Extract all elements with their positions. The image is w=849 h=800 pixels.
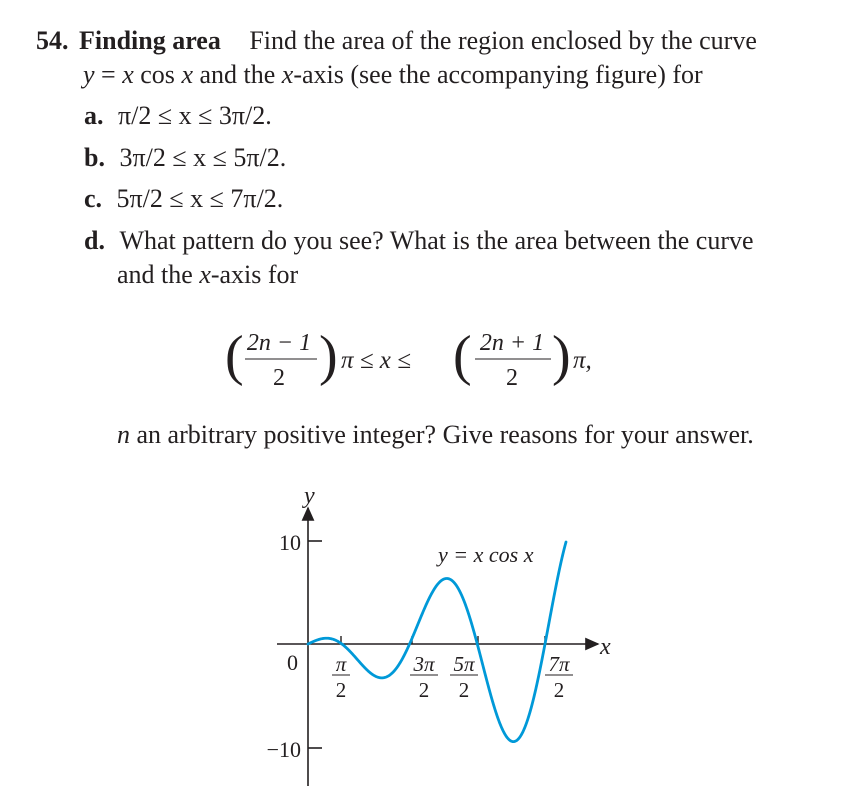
part-c-expr: 5π/2 ≤ x ≤ 7π/2. — [116, 184, 284, 213]
right-close-paren: ) — [552, 325, 571, 387]
part-a-label: a. — [84, 101, 104, 130]
x-tick-den: 2 — [458, 678, 470, 702]
var-x-4: x — [199, 260, 211, 289]
x-axis-label: x — [600, 634, 611, 660]
problem-number: 54. — [36, 26, 69, 55]
part-b-expr: 3π/2 ≤ x ≤ 5π/2. — [119, 143, 287, 172]
part-d-label: d. — [84, 226, 105, 255]
formula-tail: π, — [573, 347, 592, 374]
y-tick-label-top: 10 — [279, 530, 301, 555]
right-open-paren: ( — [453, 325, 472, 387]
and-the-text: and the — [192, 60, 282, 89]
interval-formula — [225, 322, 605, 394]
part-a — [84, 101, 272, 131]
origin-label: 0 — [287, 650, 298, 675]
x-tick-num: 3π — [413, 652, 435, 676]
left-denominator: 2 — [273, 365, 285, 391]
part-d-line3 — [117, 420, 754, 450]
formula-middle: π ≤ x ≤ — [341, 347, 411, 374]
y-axis-label: y — [304, 483, 315, 509]
arbitrary-text: an arbitrary positive integer? Give reasons for your answer. — [130, 420, 754, 449]
figure-plot — [0, 480, 849, 800]
curve-label: y = x cos x — [438, 542, 534, 567]
x-tick-label-7pi-2 — [545, 652, 573, 702]
left-close-paren: ) — [319, 325, 338, 387]
var-x: x — [122, 60, 134, 89]
x-tick-num: 5π — [453, 652, 475, 676]
left-numerator: 2n − 1 — [246, 330, 312, 356]
part-d — [84, 226, 754, 256]
right-denominator: 2 — [506, 365, 518, 391]
axis-text: -axis (see the accompanying figure) for — [293, 60, 703, 89]
equals: = — [94, 60, 123, 89]
right-numerator: 2n + 1 — [479, 330, 545, 356]
and-the: and the — [117, 260, 200, 289]
part-b — [84, 143, 286, 173]
x-tick-num: 7π — [548, 652, 570, 676]
y-tick-label-bottom: −10 — [266, 737, 301, 762]
part-c-label: c. — [84, 184, 103, 213]
x-tick-den: 2 — [335, 678, 347, 702]
problem-title: Finding area — [79, 26, 221, 55]
part-d-line2 — [117, 260, 298, 290]
problem-statement-2 — [83, 60, 703, 90]
part-a-expr: π/2 ≤ x ≤ 3π/2. — [118, 101, 272, 130]
var-y: y — [83, 60, 95, 89]
x-tick-label-pi-2 — [332, 652, 350, 702]
var-x-2: x — [181, 60, 193, 89]
axis-for: -axis for — [210, 260, 299, 289]
x-tick-den: 2 — [553, 678, 565, 702]
problem-header — [36, 26, 757, 56]
x-tick-den: 2 — [418, 678, 430, 702]
x-tick-label-3pi-2 — [410, 652, 438, 702]
var-x-3: x — [281, 60, 294, 89]
x-tick-num: π — [335, 652, 347, 676]
left-open-paren: ( — [225, 325, 244, 387]
part-c — [84, 184, 283, 214]
part-b-label: b. — [84, 143, 105, 172]
var-n: n — [117, 420, 130, 449]
x-tick-label-5pi-2 — [450, 652, 478, 702]
curve-x-cos-x — [308, 542, 566, 742]
problem-statement-1: Find the area of the region enclosed by the curve — [249, 26, 757, 55]
part-d-line1: What pattern do you see? What is the area between the curve — [119, 226, 754, 255]
cos-text: cos — [133, 60, 182, 89]
